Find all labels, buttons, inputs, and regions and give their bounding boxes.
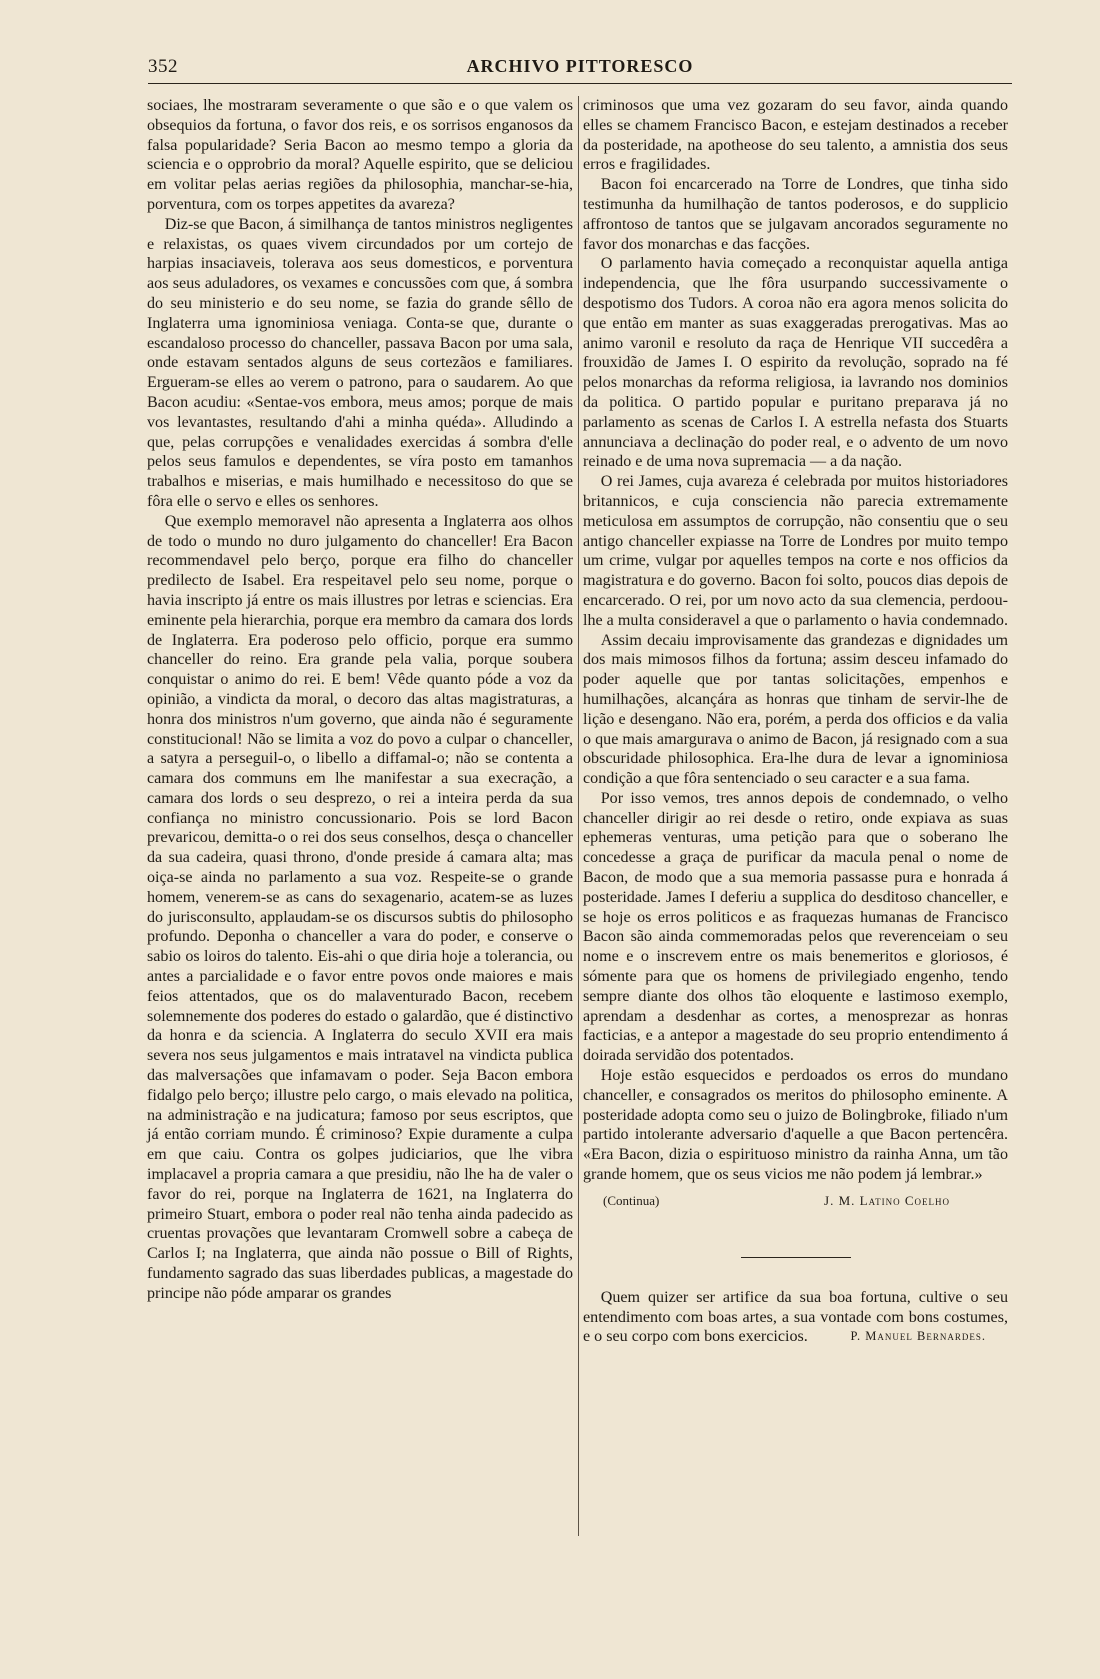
journal-title: ARCHIVO PITTORESCO [466,56,694,76]
right-column [583,96,1008,1347]
paragraph: Por isso vemos, tres annos depois de condemnado, o velho chanceller dirigir ao rei desde o retiro, onde expiava as suas ephemeras venturas, uma petição para que o soberano lhe concedesse a graça de purificar da macula penal o nome de Bacon, de modo que a sua memoria passasse pura e honrada á posteridade. James I deferiu a supplica do desditoso chanceller, e se hoje os erros politicos e as fraquezas humanas de Francisco Bacon são ainda commemoradas pelos que reverenceiam o seu nome e o inscrevem entre os mais benemeritos e gloriosos, é sómente para que os homens de privilegiado engenho, tendo sempre diante dos olhos tão eloquente e lastimoso exemplo, aprendam a desdenhar as cortes, a menosprezar as honras facticias, e a antepor a magestade do seu proprio entendimento á doirada servidão dos potentados. [583,789,1008,1065]
article-author: J. M. Latino Coelho [824,1192,950,1208]
epigraph [583,1288,1008,1347]
page-number: 352 [148,56,178,77]
paragraph: Diz-se que Bacon, á similhança de tantos ministros negligentes e relaxistas, os quaes vivem circundados por um cortejo de harpias insaciaveis, tolerava aos seus domesticos, e porventura aos seus aduladores, os vexames e concussões com que, á sombra do seu ministerio e do seu nome, se fazia do grande sêllo de Inglaterra uma ignominiosa veniaga. Conta-se que, durante o escandaloso processo do chanceller, passava Bacon por uma sala, onde estavam sentados alguns de seus cortezãos e familiares. Ergueram-se elles ao verem o patrono, para o saudarem. Ao que Bacon acudiu: «Sentae-vos embora, meus amos; porque de mais vos levantastes, resultando d'ahi a minha quéda». Alludindo a que, pelas corrupções e venalidades exercidas á sombra d'elle pelos seus famulos e dependentes, se víra posto em tamanhos trabalhos e miserias, e mais humilhado e necessitoso do que se fôra elle o servo e elles os senhores. [147,215,573,510]
epigraph-text: Quem quizer ser artifice da sua boa fortuna, cultive o seu entendimento com boas artes, a sua vontade com bons costumes, e o seu corpo com bons exercicios. [583,1288,1008,1346]
left-column [147,96,573,1304]
continua-note: (Continua) [603,1192,660,1208]
paragraph: Bacon foi encarcerado na Torre de Londres, que tinha sido testimunha da humilhação de tantos poderosos, e do supplicio affrontoso de tantos que se julgavam ancorados seguramente no favor dos monarchas e das facções. [583,176,1008,253]
paragraph: O parlamento havia começado a reconquistar aquella antiga independencia, que lhe fôra usurpando successivamente o despotismo dos Tudors. A coroa não era agora menos solicita do que então em manter as suas exaggeradas prerogativas. Mas ao animo varonil e resoluto da raça de Henrique VII succedêra a frouxidão de James I. O espirito da revolução, soprado na fé pelos monarchas da reforma religiosa, ia lavrando nos dominios da politica. O partido popular e puritano preparava já no parlamento as scenas de Carlos I. A estrella nefasta dos Stuarts annunciava a declinação do poder real, e o advento de um novo reinado e de uma nova supremacia — a da nação. [583,255,1008,471]
page-header [148,56,1012,82]
epigraph-author: P. Manuel Bernardes. [850,1329,986,1344]
section-rule [741,1257,851,1258]
paragraph: Hoje estão esquecidos e perdoados os erros do mundano chanceller, e consagrados os meritos do philosopho eminente. A posteridade adopta como seu o juizo de Bolingbroke, filiado n'um partido intolerante adversario d'aquelle a que Bacon pertencêra. «Era Bacon, dizia o espirituoso ministro da rainha Anna, um tão grande homem, que os seus vicios me não podem já lembrar.» [583,1067,1008,1184]
paragraph: Que exemplo memoravel não apresenta a Inglaterra aos olhos de todo o mundo no duro julgamento do chanceller! Era Bacon recommendavel pelo berço, porque era filho do chanceller predilecto de Isabel. Era respeitavel pelo seu nome, porque o havia inscripto já entre os mais illustres por letras e sciencias. Era eminente pela hierarchia, porque era membro da camara dos lords de Inglaterra. Era poderoso pelo officio, porque era summo chanceller do reino. Era grande pela valia, porque soubera conquistar o animo do rei. E bem! Vêde quanto póde a voz da opinião, a vindicta da moral, o decoro das altas magistraturas, a honra dos ministros n'um governo, que ainda não é seguramente constitucional! Não se limita a voz do povo a culpar o chanceller, a satyra a perseguil-o, o libello a diffamal-o; não se contenta a camara dos communs em lhe manifestar a sua execração, a camara dos lords o seu desprezo, o rei a inteira perda da sua confiança no ministro concussionario. Pois se lord Bacon prevaricou, demitta-o o rei dos seus conselhos, desça o chanceller da sua cadeira, quasi throno, d'onde preside á camara alta; mas oiça-se ainda no parlamento a sua voz. Respeite-se o grande homem, venerem-se as cans do sexagenario, acatem-se as luzes do jurisconsulto, applaudam-se os discursos subtis do philosopho profundo. Deponha o chanceller a vara do poder, e conserve o sabio os loiros do talento. Eis-ahi o que diria hoje a tolerancia, ou antes a parcialidade e o favor entre povos onde maiores e mais feios attentados, que os do malaventurado Bacon, recebem solemnemente dos poderes do estado o galardão, que é distinctivo da honra e da sciencia. A Inglaterra do seculo XVII era mais severa nos seus julgamentos e mais intratavel na vindicta publica das malversações que infamavam o poder. Seja Bacon embora fidalgo pelo berço; illustre pelo cargo, o mais elevado na politica, na administração e na judicatura; famoso por seus escriptos, que já então corriam mundo. É criminoso? Expie duramente a culpa em que caiu. Contra os golpes judiciarios, que lhe vibra implacavel a propria camara a que presidiu, não lhe ha de valer o favor do rei, porque na Inglaterra de 1621, na Inglaterra do primeiro Stuart, embora o poder real não tenha ainda padecido as cruentas provações que levantaram Cromwell sobre a cabeça de Carlos I; na Inglaterra, que ainda não possue o Bill of Rights, fundamento sagrado das suas liberdades publicas, a magestade do principe não póde amparar os grandes [147,512,573,1302]
paragraph: O rei James, cuja avareza é celebrada por muitos historiadores britannicos, e cuja consciencia não parecia extremamente meticulosa em assumptos de corrupção, não consentiu que o seu antigo chanceller expiasse na Torre de Londres por muito tempo um crime, vulgar por aquelles tempos na corte e nos officios da magistratura e do governo. Bacon foi solto, poucos dias depois de encarcerado. O rei, por um novo acto da sua clemencia, perdoou-lhe a multa consideravel a que o parlamento o havia condemnado. [583,473,1008,629]
header-rule [148,83,1012,84]
paragraph: Assim decaiu improvisamente das grandezas e dignidades um dos mais mimosos filhos da fortuna; assim desceu infamado do poder aquelle que por tantas solicitações, empenhos e humilhações, alcançára as honras que tinham de servir-lhe de lição e desengano. Não era, porém, a perda dos officios e da valia o que mais amargurava o animo de Bacon, já resignado com a sua obscuridade philosophica. Era-lhe dura de levar a ignominiosa condição a que fôra sentenciado o seu caracter e a sua fama. [583,631,1008,788]
column-divider [578,96,579,1536]
signature-row [583,1189,1008,1211]
paragraph: criminosos que uma vez gozaram do seu favor, ainda quando elles se chamem Francisco Bacon, e estejam destinados a receber da posteridade, na apotheose do seu talento, a amnistia dos seus erros e fragilidades. [583,97,1008,174]
paragraph: sociaes, lhe mostraram severamente o que são e o que valem os obsequios da fortuna, o favor dos reis, e os sorrisos enganosos da falsa popularidade? Seria Bacon ao mesmo tempo a gloria da sciencia e o opprobrio da moral? Aquelle espirito, que se deliciou em volitar pelas aerias regiões da philosophia, manchar-se-hia, porventura, com os torpes appetites da avareza? [147,97,573,213]
